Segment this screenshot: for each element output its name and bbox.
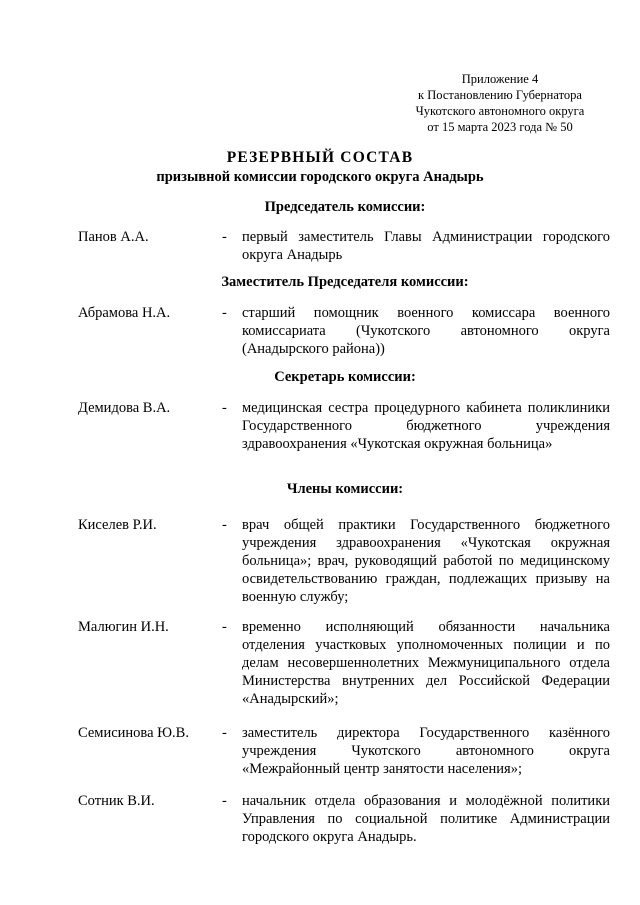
member-role: временно исполняющий обязанности начальника отделения участковых уполномоченных полиции и по делам несовершеннолетних Межмуниципального отдела Министерства внутренних дел Российской Федерации «Анадырский»; [242,619,610,707]
member-role: заместитель директора Государственного казённого учреждения Чукотского автономного округа «Межрайонный центр занятости населения»; [242,725,610,777]
dash-separator: - [222,229,227,245]
member-name: Сотник В.И. [78,793,155,809]
dash-separator: - [222,400,227,416]
member-role: медицинская сестра процедурного кабинета поликлиники Государственного бюджетного учреждения здравоохранения «Чукотская окружная больница» [242,400,610,452]
appendix-header [400,71,600,135]
member-role: врач общей практики Государственного бюджетного учреждения здравоохранения «Чукотская окружная больница»; врач, руководящий работой по медицинскому освидетельствованию граждан, подлежащих призыву на военную службу; [242,517,610,605]
section-heading-deputy: Заместитель Председателя комиссии: [221,274,469,290]
section-heading-secretary: Секретарь комиссии: [274,369,416,385]
dash-separator: - [222,305,227,321]
section-heading-chairman: Председатель комиссии: [264,199,426,215]
section-heading-members: Члены комиссии: [286,481,404,497]
document-title: РЕЗЕРВНЫЙ СОСТАВ [226,149,414,166]
member-role: начальник отдела образования и молодёжной политики Управления по социальной политике Администрации городского округа Анадырь. [242,793,610,845]
member-name: Семисинова Ю.В. [78,725,189,741]
dash-separator: - [222,793,227,809]
appendix-line: Чукотского автономного округа [415,104,585,118]
appendix-line: Приложение 4 [461,72,539,86]
member-role: первый заместитель Главы Администрации городского округа Анадырь [242,229,610,263]
dash-separator: - [222,725,227,741]
member-role: старший помощник военного комиссара военного комиссариата (Чукотского автономного округа (Анадырского района)) [242,305,610,357]
member-name: Абрамова Н.А. [78,305,171,321]
dash-separator: - [222,619,227,635]
appendix-line: к Постановлению Губернатора [418,88,582,102]
member-name: Киселев Р.И. [78,517,157,533]
member-name: Панов А.А. [78,229,149,245]
member-name: Демидова В.А. [78,400,171,416]
member-name: Малюгин И.Н. [78,619,169,635]
dash-separator: - [222,517,227,533]
appendix-line: от 15 марта 2023 года № 50 [427,120,573,134]
document-subtitle: призывной комиссии городского округа Анадырь [156,169,484,185]
